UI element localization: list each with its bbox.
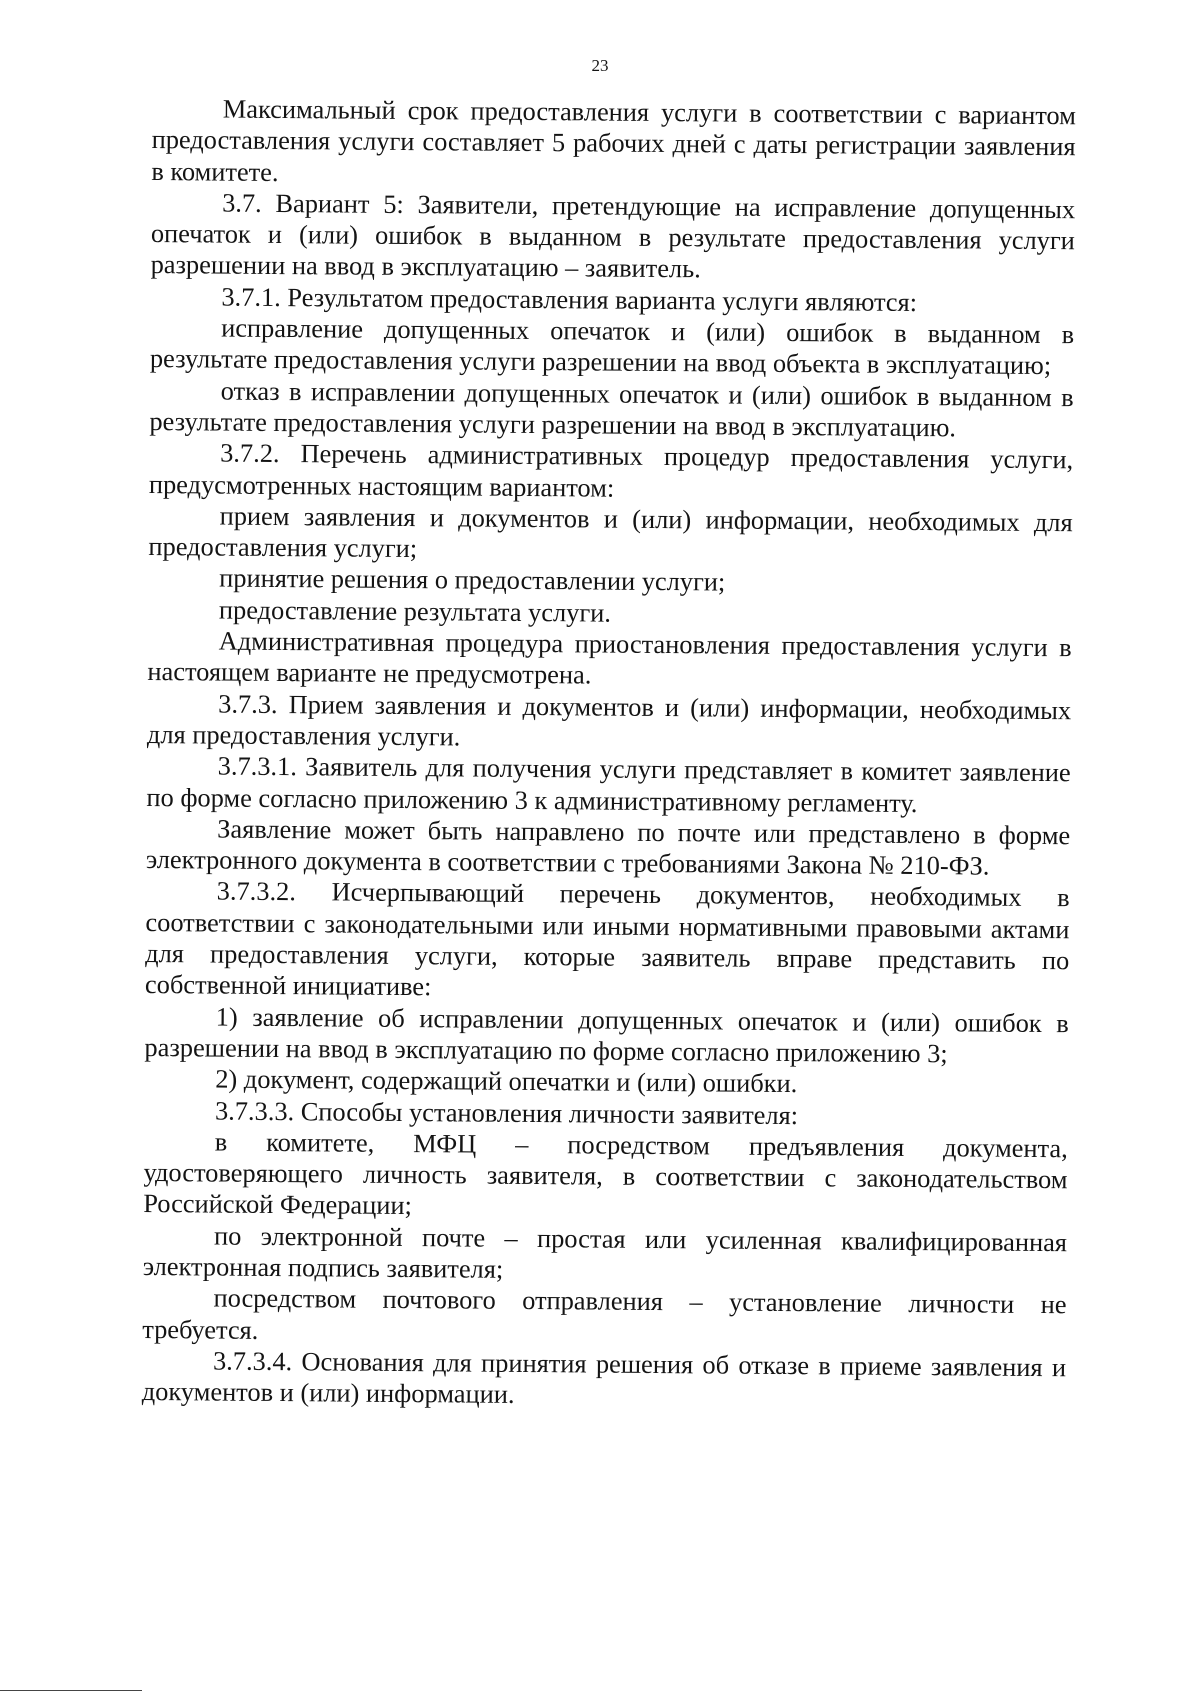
paragraph: посредством почтового отправления – установление личности не требуется. — [142, 1282, 1067, 1345]
paragraph: принятие решения о предоставлении услуги; — [219, 562, 726, 597]
paragraph: исправление допущенных опечаток и (или) ошибок в выданном в результате предоставления услуги разрешении на ввод объекта в эксплуатацию; — [149, 312, 1075, 381]
paragraph: 3.7.3. Прием заявления и документов и (или) информации, необходимых для предоставления услуги. — [146, 688, 1072, 752]
paragraph: Максимальный срок предоставления услуги в соответствии с вариантом предоставления услуги составляет 5 рабочих дней с даты регистрации заявления в комитете. — [151, 93, 1076, 187]
paragraph: 3.7. Вариант 5: Заявители, претендующие на исправление допущенных опечаток и (или) ошибок в выданном в результате предоставления услуги разрешении на ввод в эксплуатацию – заявитель. — [150, 187, 1076, 284]
page-number: 23 — [591, 56, 609, 75]
paragraph: в комитете, МФЦ – посредством предъявления документа, удостоверяющего личность заявителя, в соответствии с законодательством Российской Федерации; — [143, 1126, 1068, 1221]
paragraph: 3.7.3.1. Заявитель для получения услуги представляет в комитет заявление по форме согласно приложению 3 к административному регламенту. — [146, 750, 1071, 818]
paragraph: отказ в исправлении допущенных опечаток и (или) ошибок в выданном в результате предоставления услуги разрешении на ввод в эксплуатацию. — [149, 375, 1074, 443]
paragraph: 2) документ, содержащий опечатки и (или) ошибки. — [215, 1063, 798, 1099]
footer-divider — [0, 1690, 142, 1691]
paragraph: 3.7.3.2. Исчерпывающий перечень документов, необходимых в соответствии с законодательными или иными нормативными правовыми актами для предоставления услуги, которые заявитель вправе представить по собственной инициативе: — [144, 875, 1070, 1002]
paragraph: прием заявления и документов и (или) информации, необходимых для предоставления услуги; — [148, 500, 1073, 564]
paragraph: Административная процедура приостановления предоставления услуги в настоящем варианте не предусмотрена. — [147, 625, 1072, 690]
paragraph: 3.7.2. Перечень административных процедур предоставления услуги, предусмотренных настоящим вариантом: — [148, 437, 1074, 503]
paragraph: предоставление результата услуги. — [218, 594, 612, 628]
document-body — [142, 93, 1076, 1415]
paragraph: Заявление может быть направлено по почте или представлено в форме электронного документа в соответствии с требованиями Закона № 210-ФЗ. — [145, 813, 1071, 881]
paragraph: 3.7.1. Результатом предоставления варианта услуги являются: — [221, 281, 918, 317]
paragraph: по электронной почте – простая или усиленная квалифицированная электронная подпись заявителя; — [142, 1220, 1068, 1284]
paragraph: 1) заявление об исправлении допущенных опечаток и (или) ошибок в разрешении на ввод в эксплуатацию по форме согласно приложению 3; — [144, 1001, 1069, 1069]
paragraph: 3.7.3.4. Основания для принятия решения об отказе в приеме заявления и документов и (или) информации. — [141, 1345, 1067, 1410]
paragraph: 3.7.3.3. Способы установления личности заявителя: — [214, 1095, 799, 1130]
